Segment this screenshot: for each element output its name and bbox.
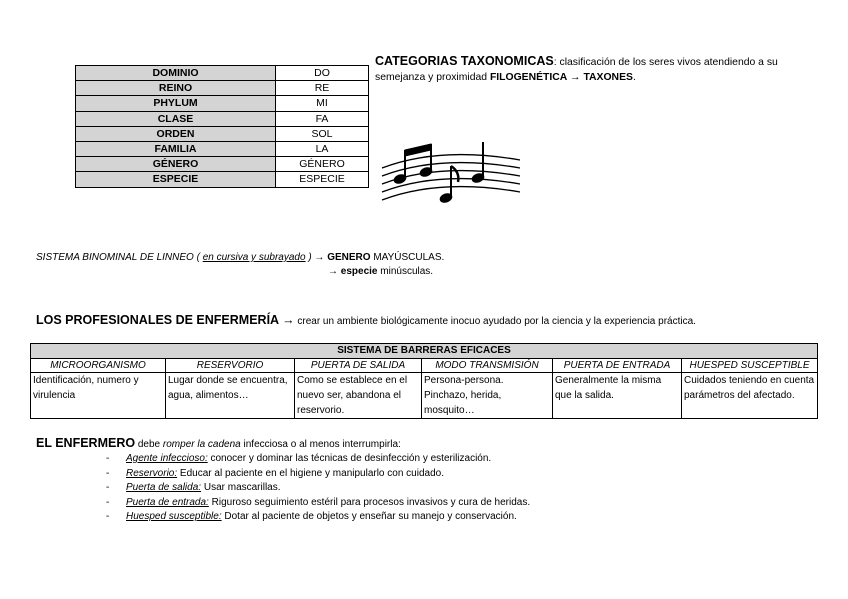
barreras-title-row [31, 344, 818, 359]
profesionales-line [36, 312, 696, 330]
filogenetica-term: FILOGENÉTICA [489, 72, 568, 83]
barreras-header-row [31, 359, 818, 373]
list-item [106, 496, 530, 511]
list-item-key: Puerta de salida: [126, 482, 202, 494]
list-item-key: Puerta de entrada: [126, 496, 209, 508]
enfermero-italic: romper la cadena [162, 439, 241, 450]
barreras-table [30, 343, 818, 419]
taxonomy-row [76, 96, 369, 111]
profesionales-title: LOS PROFESIONALES DE ENFERMERÍA → [36, 313, 295, 327]
taxonomy-level: ESPECIE [76, 172, 276, 187]
list-item-text: Dotar al paciente de objetos y enseñar su manejo y conservación. [221, 511, 517, 523]
taxonomy-level: ORDEN [76, 126, 276, 141]
list-item-text: Riguroso seguimiento estéril para procesos invasivos y cura de heridas. [208, 496, 531, 508]
table-row [31, 373, 818, 419]
taxonomy-mnemonic: LA [276, 141, 369, 156]
taxonomy-row [76, 66, 369, 81]
taxonomy-mnemonic: DO [276, 66, 369, 81]
taxonomy-row [76, 81, 369, 96]
barreras-title: SISTEMA DE BARRERAS EFICACES [31, 344, 818, 359]
list-item [106, 467, 530, 482]
taxonomy-level: FAMILIA [76, 141, 276, 156]
table-cell: Generalmente la misma que la salida. [553, 373, 682, 419]
period: . [632, 72, 636, 83]
genero-rest: MAYÚSCULAS. [370, 252, 445, 263]
taxonomy-row [76, 126, 369, 141]
list-item-key: Agente infeccioso: [126, 453, 208, 464]
categorias-title: CATEGORIAS TAXONOMICAS [375, 54, 554, 68]
list-item-key: Reservorio: [126, 467, 178, 479]
arrow: → [328, 266, 341, 277]
taxonomy-level: GÉNERO [76, 157, 276, 172]
enfermero-text: debe [135, 439, 163, 450]
taxonomy-level: CLASE [76, 111, 276, 126]
enfermero-list [106, 452, 530, 525]
taxonomy-row [76, 111, 369, 126]
binominal-line [36, 251, 444, 265]
taxonomy-mnemonic: SOL [276, 126, 369, 141]
arrow: → [567, 72, 584, 83]
list-item-text: Usar mascarillas. [201, 482, 281, 494]
taxonomy-mnemonic: MI [276, 96, 369, 111]
taxonomy-mnemonic: RE [276, 81, 369, 96]
list-item [106, 481, 530, 496]
enfermero-text-2: infecciosa o al menos interrumpirla: [240, 439, 401, 450]
column-header: MICROORGANISMO [31, 359, 166, 373]
binominal-suffix: ) → [305, 252, 328, 263]
especie-term: especie [340, 266, 378, 277]
taxonomy-level: PHYLUM [76, 96, 276, 111]
column-header: PUERTA DE ENTRADA [553, 359, 682, 373]
genero-term: GENERO [327, 252, 371, 263]
list-item-text: conocer y dominar las técnicas de desinfección y esterilización. [207, 453, 492, 464]
column-header: RESERVORIO [166, 359, 295, 373]
taxonomy-level: REINO [76, 81, 276, 96]
list-item-key: Huesped susceptible: [126, 511, 222, 523]
taxonomy-mnemonic: GÉNERO [276, 157, 369, 172]
especie-line [328, 265, 433, 279]
column-header: HUESPED SUSCEPTIBLE [682, 359, 818, 373]
taxonomy-table [75, 65, 369, 188]
taxonomy-level: DOMINIO [76, 66, 276, 81]
list-item [106, 452, 530, 467]
list-item [106, 510, 530, 525]
table-cell: Lugar donde se encuentra, agua, alimentos… [166, 373, 295, 419]
binominal-prefix: SISTEMA BINOMINAL DE LINNEO ( [36, 252, 203, 263]
table-cell: Cuidados teniendo en cuenta parámetros del afectado. [682, 373, 818, 419]
taxonomy-row [76, 172, 369, 187]
especie-rest: minúsculas. [377, 266, 434, 277]
taxonomy-row [76, 141, 369, 156]
enfermero-title: EL ENFERMERO [36, 436, 136, 450]
music-notes-icon [380, 138, 525, 208]
table-cell: Identificación, numero y virulencia [31, 373, 166, 419]
taxonomy-mnemonic: FA [276, 111, 369, 126]
categorias-text: : clasificación de los seres vivos atendiendo a su semejanza y proximidad [375, 57, 778, 83]
taxonomy-mnemonic: ESPECIE [276, 172, 369, 187]
profesionales-text: crear un ambiente biológicamente inocuo ayudado por la ciencia y la experiencia práctica. [294, 316, 696, 327]
table-cell: Persona-persona. Pinchazo, herida, mosquito… [422, 373, 553, 419]
categorias-heading [375, 54, 815, 85]
table-cell: Como se establece en el nuevo ser, abandona el reservorio. [295, 373, 422, 419]
column-header: MODO TRANSMISIÓN [422, 359, 553, 373]
taxonomy-row [76, 157, 369, 172]
enfermero-line [36, 436, 401, 452]
column-header: PUERTA DE SALIDA [295, 359, 422, 373]
binominal-underlined: en cursiva y subrayado [202, 252, 306, 263]
list-item-text: Educar al paciente en el higiene y manipularlo con cuidado. [177, 467, 444, 479]
taxones-term: TAXONES [583, 72, 633, 83]
